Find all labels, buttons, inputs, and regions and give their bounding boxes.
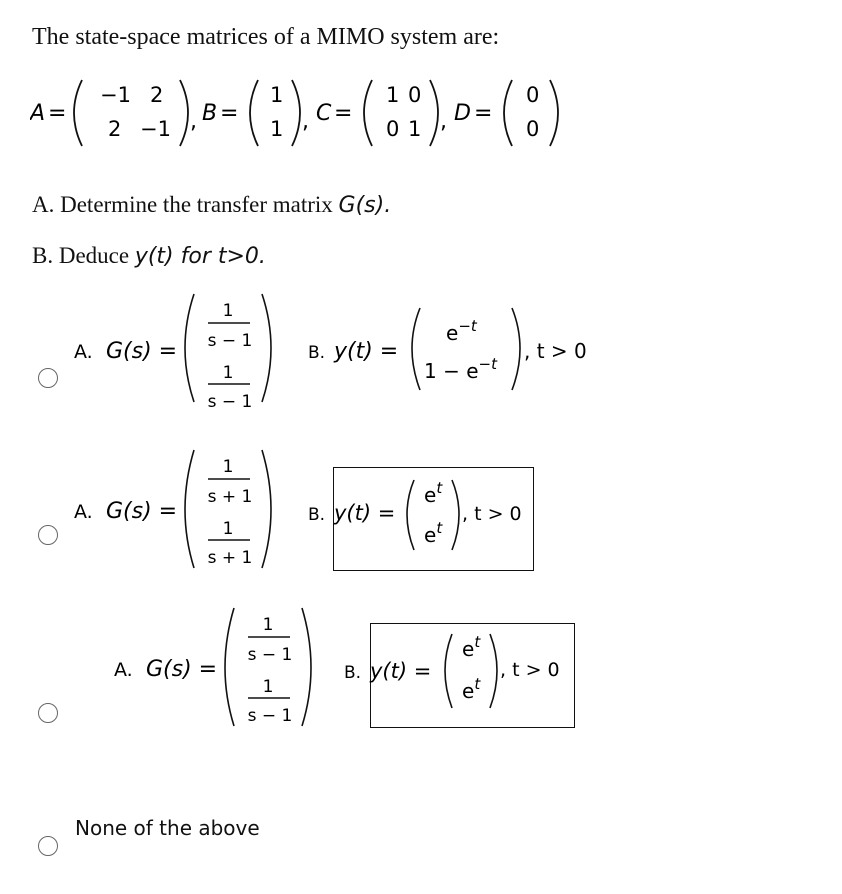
matrix-d-name: D [454,101,471,126]
option-3-b-label: B. [344,663,362,683]
option-3-g-num-2: 1 [262,677,274,697]
matrix-c-cell: 1 [408,117,422,141]
matrix-a-left-paren [74,80,82,146]
matrix-d-right-paren [550,80,558,146]
option-2-radio[interactable] [38,525,58,545]
part-a-text [32,192,391,218]
option-2-y-entry-1: $e^t$ [424,479,443,507]
option-3-radio[interactable] [38,703,58,723]
option-3-a-label: A. [114,659,133,681]
option-2-g-label: G(s) = [106,499,178,524]
option-3-answer[interactable] [112,604,612,734]
option-2-g-num-2: 1 [222,519,234,539]
matrix-b-right-paren [292,80,300,146]
option-2-answer[interactable] [72,446,612,576]
matrix-c-cell: 1 [386,83,400,107]
option-1-answer[interactable] [72,290,612,420]
option-3-g-label: G(s) = [146,657,218,682]
matrix-d-equals: = [474,101,493,126]
matrix-b-left-paren [250,80,258,146]
option-4-label[interactable]: None of the above [75,816,260,840]
question-intro: The state-space matrices of a MIMO system are: [32,24,500,50]
comma: , [302,109,309,134]
option-2-g-num-1: 1 [222,457,234,477]
matrix-a-cell: 2 [108,117,122,141]
option-1-y-entry-2: $1 - e^{-t}$ [424,355,497,383]
matrix-c-cell: 0 [408,83,422,107]
part-a-prefix: A. Determine the transfer matrix [32,192,339,217]
option-1-g-num-1: 1 [222,301,234,321]
matrix-c-cell: 0 [386,117,400,141]
matrix-b-name: B [202,101,218,126]
matrix-b-cell: 1 [270,83,284,107]
option-3-g-den-1: s − 1 [247,645,293,665]
option-1-g-den-1: s − 1 [207,331,253,351]
matrix-a-equals: = [48,101,67,126]
matrix-c-name: C [316,101,332,126]
matrix-b-cell: 1 [270,117,284,141]
matrix-a-cell: −1 [140,117,171,141]
option-2-b-label: B. [308,505,326,525]
option-3-y-entry-1: $e^t$ [462,633,481,661]
option-1-radio[interactable] [38,368,58,388]
matrix-b-equals: = [220,101,239,126]
option-1-g-num-2: 1 [222,363,234,383]
option-2-condition: , t > 0 [462,503,522,525]
option-1-y-entry-1: $e^{-t}$ [446,317,477,345]
comma: , [440,109,447,134]
matrix-d-cell: 0 [526,117,540,141]
matrix-c-right-paren [430,80,438,146]
option-1-condition: , t > 0 [524,339,587,363]
option-1-y-label: y(t) = [334,339,399,364]
part-b-math: y(t) for t>0. [134,244,266,269]
option-1-b-label: B. [308,343,326,363]
option-2-g-den-2: s + 1 [207,548,253,568]
matrix-d-left-paren [504,80,512,146]
option-1-a-label: A. [74,341,93,363]
matrix-c-left-paren [364,80,372,146]
matrix-d-cell: 0 [526,83,540,107]
option-2-a-label: A. [74,501,93,523]
matrix-a-right-paren [180,80,188,146]
option-3-y-entry-2: $e^t$ [462,675,481,703]
option-3-y-label: y(t) = [370,659,432,683]
option-2-y-label: y(t) = [334,501,396,525]
option-4-radio[interactable] [38,836,58,856]
matrix-a-cell: −1 [100,83,131,107]
option-3-g-den-2: s − 1 [247,706,293,726]
option-1-g-den-2: s − 1 [207,392,253,412]
matrix-a-cell: 2 [150,83,164,107]
option-3-g-num-1: 1 [262,615,274,635]
option-3-condition: , t > 0 [500,659,560,681]
comma: , [190,109,197,134]
matrix-c-equals: = [334,101,353,126]
option-1-g-label: G(s) = [106,339,178,364]
state-space-matrices [30,68,590,158]
part-a-math: G(s). [338,193,392,218]
option-2-g-den-1: s + 1 [207,487,253,507]
part-b-prefix: B. Deduce [32,243,135,268]
part-b-text [32,243,266,269]
matrix-a-name: A [30,101,46,126]
option-2-y-entry-2: $e^t$ [424,519,443,547]
